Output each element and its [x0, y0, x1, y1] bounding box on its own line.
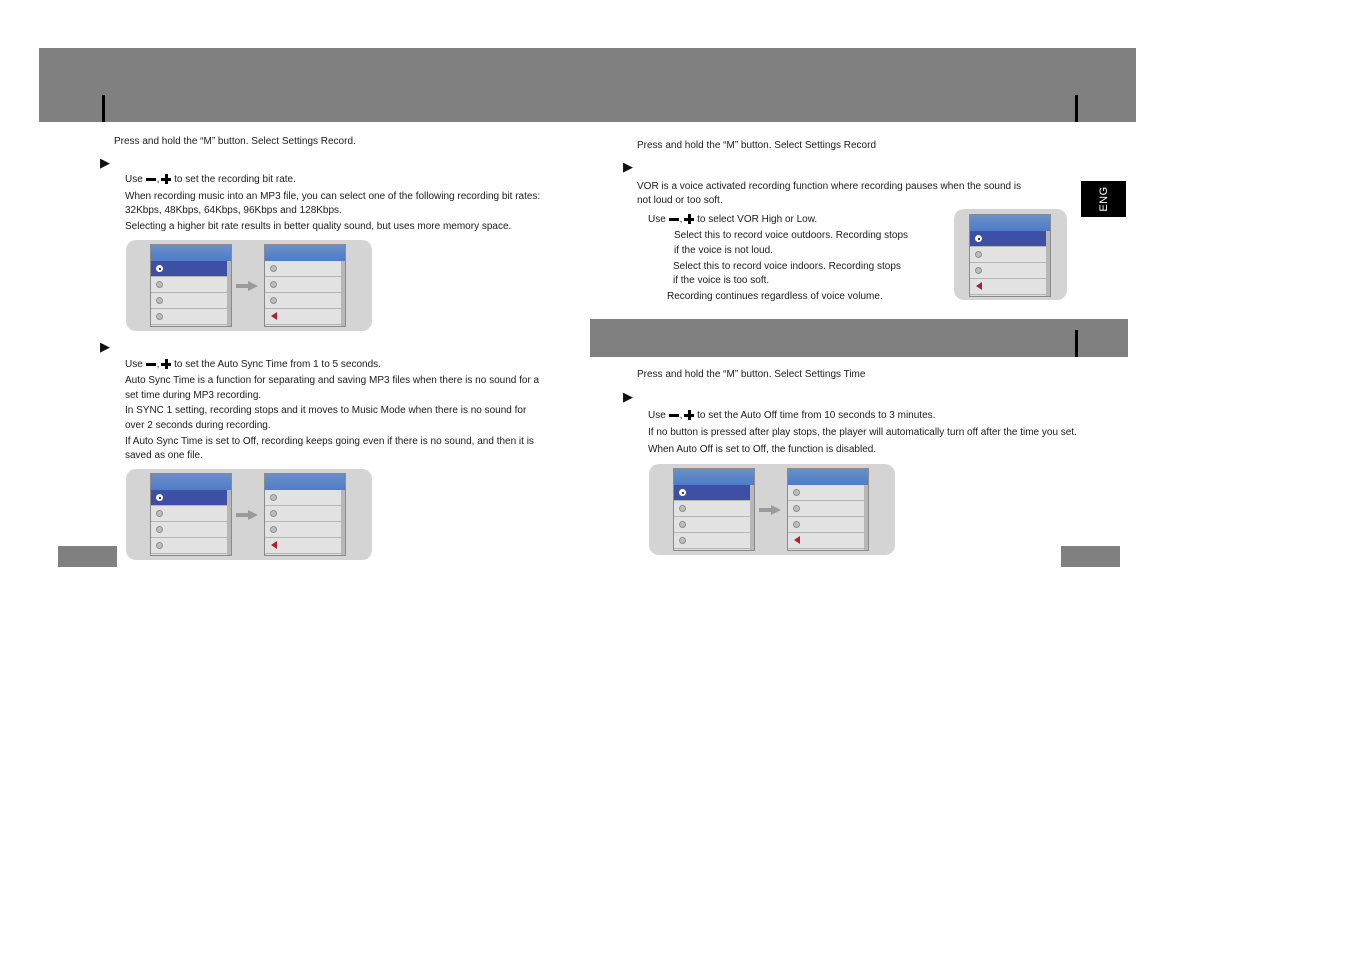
bitrate-use-suffix: to set the recording bit rate.: [174, 174, 296, 185]
time-screen-after: [787, 468, 869, 551]
minus-icon: [146, 178, 156, 181]
menu-row-back: [970, 279, 1050, 295]
scrollbar: [341, 490, 345, 555]
bitrate-line2: 32Kbps, 48Kbps, 64Kbps, 96Kbps and 128Kbps.: [125, 205, 342, 216]
sync-use-prefix: Use: [125, 359, 143, 370]
sync-use-line: Use , to set the Auto Sync Time from 1 to 5 seconds.: [125, 359, 381, 370]
bitrate-use-line: Use , to set the recording bit rate.: [125, 174, 296, 185]
left-intro: Press and hold the “M” button. Select Settings Record.: [114, 136, 356, 147]
vor-low-line1: Select this to record voice indoors. Recording stops: [673, 261, 901, 272]
radio-selected-icon: [156, 265, 163, 272]
menu-row: [151, 309, 231, 325]
scrollbar: [750, 485, 754, 550]
plus-icon: [161, 359, 171, 369]
vor-off-line: Recording continues regardless of voice volume.: [667, 291, 883, 302]
radio-icon: [156, 510, 163, 517]
auto-off-header-band: [590, 319, 1128, 357]
radio-icon: [270, 265, 277, 272]
screen-header: [265, 474, 345, 490]
menu-row: [151, 277, 231, 293]
radio-icon: [156, 542, 163, 549]
radio-selected-icon: [156, 494, 163, 501]
vor-use-suffix: to select VOR High or Low.: [697, 214, 818, 225]
vor-low-line2: if the voice is too soft.: [673, 275, 770, 286]
left-header-marker: [102, 95, 105, 122]
screen-header: [788, 469, 868, 485]
radio-icon: [793, 489, 800, 496]
time-use-line: Use , to set the Auto Off time from 10 seconds to 3 minutes.: [648, 410, 936, 421]
menu-row: [970, 263, 1050, 279]
scrollbar: [864, 485, 868, 550]
radio-icon: [793, 521, 800, 528]
radio-selected-icon: [679, 489, 686, 496]
radio-icon: [156, 526, 163, 533]
bitrate-bullet-icon: ▶: [100, 155, 110, 170]
menu-row-selected: [151, 261, 231, 277]
bitrate-line3: Selecting a higher bit rate results in better quality sound, but uses more memory space.: [125, 221, 512, 232]
menu-row: [674, 533, 754, 549]
menu-row: [788, 485, 868, 501]
vor-line1: VOR is a voice activated recording function where recording pauses when the sound is: [637, 181, 1022, 192]
time-bullet-icon: ▶: [623, 389, 633, 404]
pointing-hand-icon: [759, 505, 781, 515]
menu-row: [788, 501, 868, 517]
screen-header: [151, 245, 231, 261]
screen-header: [674, 469, 754, 485]
radio-icon: [156, 313, 163, 320]
sync-use-suffix: to set the Auto Sync Time from 1 to 5 seconds.: [174, 359, 381, 370]
scrollbar: [341, 261, 345, 326]
menu-row-back: [788, 533, 868, 549]
radio-icon: [270, 526, 277, 533]
bitrate-screen-before: [150, 244, 232, 327]
vor-intro: Press and hold the “M” button. Select Settings Record: [637, 140, 877, 151]
time-line2: When Auto Off is set to Off, the function is disabled.: [648, 444, 877, 455]
screen-header: [970, 215, 1050, 231]
menu-row: [788, 517, 868, 533]
vor-high-line2: if the voice is not loud.: [674, 245, 773, 256]
menu-row: [265, 277, 345, 293]
menu-row-back: [265, 538, 345, 554]
bitrate-screen-after: [264, 244, 346, 327]
menu-row: [265, 506, 345, 522]
sync-line2: set time during MP3 recording.: [125, 390, 262, 401]
pointing-hand-icon: [236, 510, 258, 520]
radio-icon: [270, 494, 277, 501]
bitrate-screen-panel: [126, 240, 372, 331]
plus-icon: [684, 410, 694, 420]
vor-high-line1: Select this to record voice outdoors. Recording stops: [674, 230, 909, 241]
menu-row: [674, 517, 754, 533]
radio-icon: [156, 297, 163, 304]
sync-line1: Auto Sync Time is a function for separating and saving MP3 files when there is no sound for a: [125, 375, 540, 386]
bitrate-line1: When recording music into an MP3 file, you can select one of the following recording bit rates:: [125, 191, 541, 202]
left-page-number-pad: [58, 546, 117, 567]
sync-line5: If Auto Sync Time is set to Off, recording keeps going even if there is no sound, and then it is: [125, 436, 534, 447]
screen-header: [151, 474, 231, 490]
menu-row: [151, 293, 231, 309]
time-screen-before: [673, 468, 755, 551]
language-tab: [1081, 181, 1126, 217]
vor-use-prefix: Use: [648, 214, 666, 225]
sync-line3: In SYNC 1 setting, recording stops and it moves to Music Mode when there is no sound for: [125, 405, 527, 416]
sync-screen-before: [150, 473, 232, 556]
time-line1: If no button is pressed after play stops, the player will automatically turn off after the time you set.: [648, 427, 1077, 438]
radio-icon: [679, 505, 686, 512]
top-header-band: [39, 48, 1136, 122]
right-header-marker: [1075, 95, 1078, 122]
menu-row: [151, 538, 231, 554]
time-intro: Press and hold the “M” button. Select Settings Time: [637, 369, 866, 380]
minus-icon: [669, 414, 679, 417]
vor-line2: not loud or too soft.: [637, 195, 723, 206]
time-screen-panel: [649, 464, 895, 555]
screen-header: [265, 245, 345, 261]
back-arrow-icon: [794, 536, 800, 544]
time-use-prefix: Use: [648, 410, 666, 421]
menu-row: [151, 522, 231, 538]
radio-selected-icon: [975, 235, 982, 242]
back-arrow-icon: [271, 541, 277, 549]
menu-row-selected: [674, 485, 754, 501]
menu-row: [151, 506, 231, 522]
radio-icon: [156, 281, 163, 288]
menu-row: [674, 501, 754, 517]
minus-icon: [669, 218, 679, 221]
vor-bullet-icon: ▶: [623, 159, 633, 174]
radio-icon: [679, 521, 686, 528]
radio-icon: [270, 297, 277, 304]
radio-icon: [975, 251, 982, 258]
back-arrow-icon: [271, 312, 277, 320]
menu-row: [265, 293, 345, 309]
auto-off-header-marker: [1075, 330, 1078, 357]
plus-icon: [161, 174, 171, 184]
radio-icon: [270, 281, 277, 288]
sync-line4: over 2 seconds during recording.: [125, 420, 271, 431]
right-page-number-pad: [1061, 546, 1120, 567]
sync-screen-after: [264, 473, 346, 556]
scrollbar: [227, 261, 231, 326]
pointing-hand-icon: [236, 281, 258, 291]
radio-icon: [975, 267, 982, 274]
menu-row-selected: [970, 231, 1050, 247]
menu-row: [970, 247, 1050, 263]
language-tab-label: ENG: [1097, 186, 1110, 212]
radio-icon: [793, 505, 800, 512]
scrollbar: [227, 490, 231, 555]
sync-line6: saved as one file.: [125, 450, 203, 461]
radio-icon: [679, 537, 686, 544]
radio-icon: [270, 510, 277, 517]
menu-row: [265, 261, 345, 277]
vor-screen: [969, 214, 1051, 297]
back-arrow-icon: [976, 282, 982, 290]
vor-use-line: Use , to select VOR High or Low.: [648, 214, 818, 225]
vor-screen-panel: [954, 209, 1067, 300]
bitrate-use-prefix: Use: [125, 174, 143, 185]
menu-row: [265, 490, 345, 506]
sync-screen-panel: [126, 469, 372, 560]
time-use-suffix: to set the Auto Off time from 10 seconds to 3 minutes.: [697, 410, 936, 421]
minus-icon: [146, 363, 156, 366]
menu-row-selected: [151, 490, 231, 506]
menu-row-back: [265, 309, 345, 325]
scrollbar: [1046, 231, 1050, 296]
menu-row: [265, 522, 345, 538]
sync-bullet-icon: ▶: [100, 339, 110, 354]
plus-icon: [684, 214, 694, 224]
